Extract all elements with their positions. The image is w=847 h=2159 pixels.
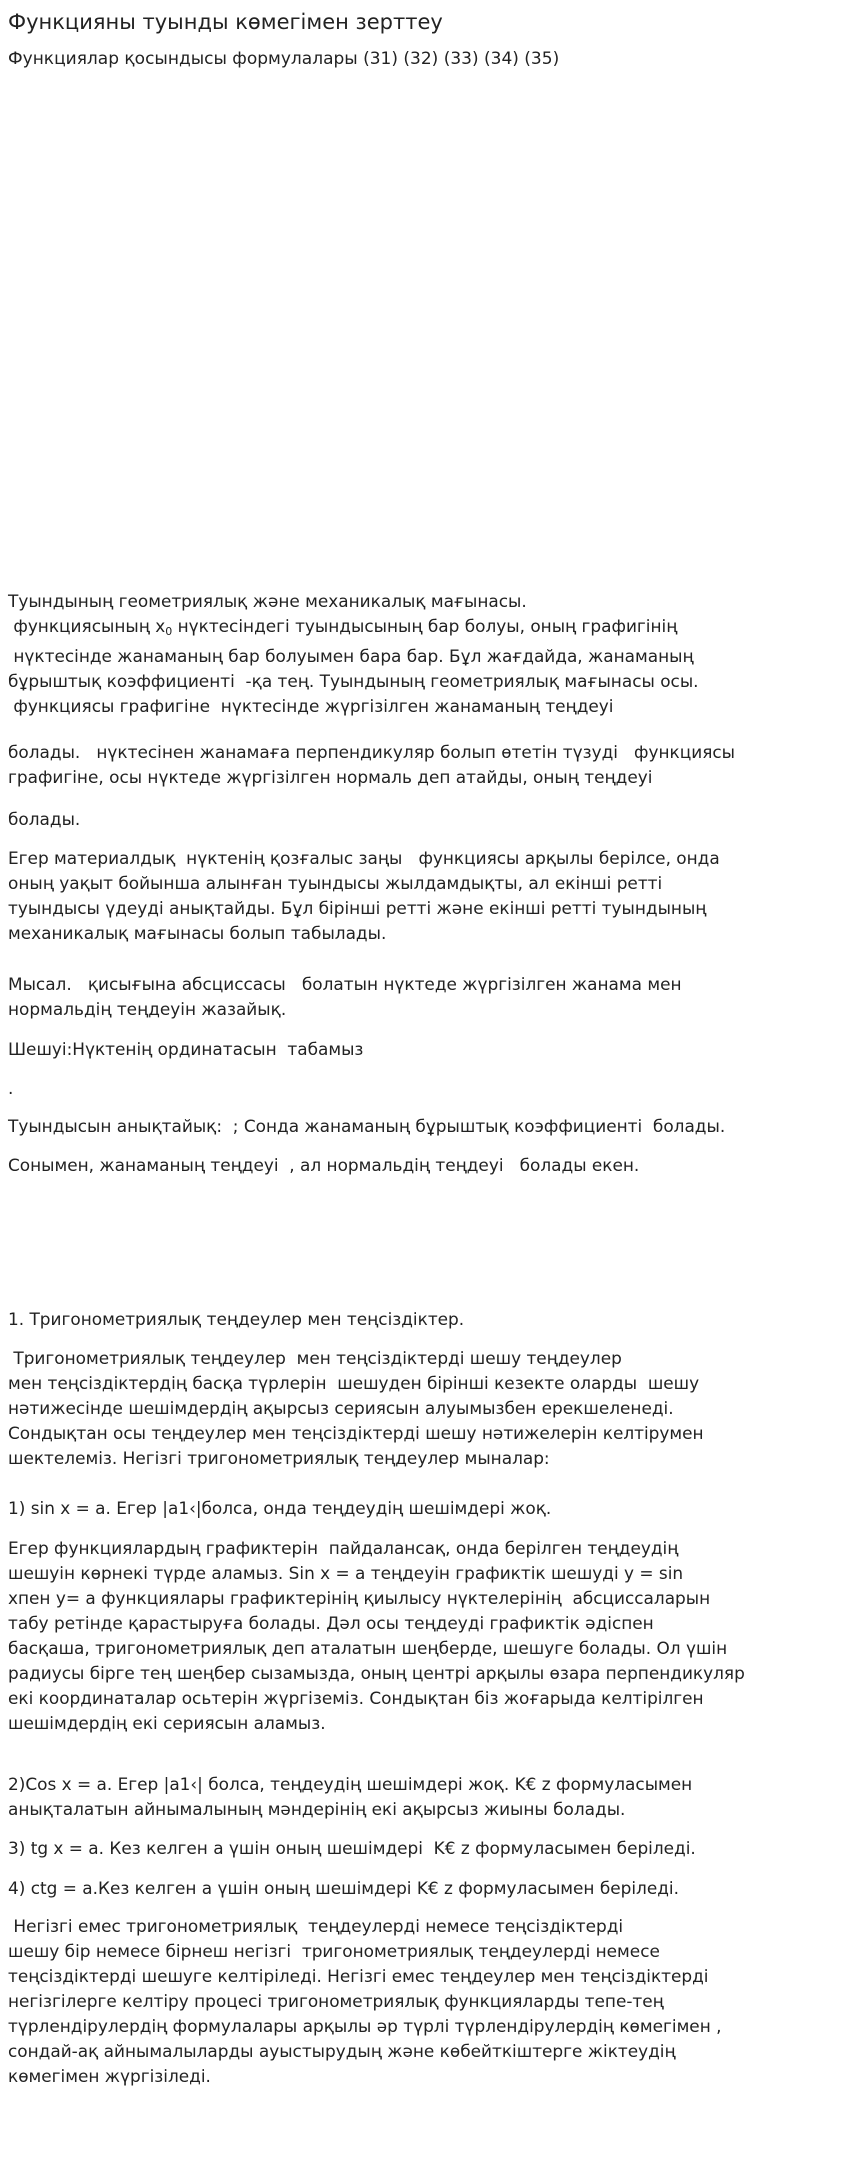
page-title: Функцияны туынды көмегімен зерттеу	[8, 10, 443, 34]
non-basic-equations-paragraph: Негізгі емес тригонометриялық теңдеулерді немесе теңсіздіктерді шешу бір немесе бірнеш негізгі тригонометриялық теңдеулерді немесе теңсіздіктерді шешуге келтіріледі. Негізгі емес теңдеулер мен теңсіздіктерді негізгілерге келтіру процесі тригонометриялық функцияларды тепе-тең түрлендірулердің формулалары арқылы әр түрлі түрлендірулердің көмегімен , сондай-ақ айнымалыларды ауыстырудың және көбейткіштерге жіктеудің көмегімен жүргізіледі.	[8, 1916, 722, 2086]
tangent-normal-result-paragraph: Сонымен, жанаманың теңдеуі , ал нормальдің теңдеуі болады екен.	[8, 1155, 640, 1175]
mechanical-meaning-paragraph: Егер материалдық нүктенің қозғалыс заңы функциясы арқылы берілсе, онда оның уақыт бойынша алынған туындысы жылдамдықты, ал екінші ретті туындысы үдеуді анықтайды. Бұл бірінші ретті және екінші ретті туындының механикалық мағынасы болып табылады.	[8, 848, 720, 943]
example-paragraph: Мысал. қисығына абсциссасы болатын нүктеде жүргізілген жанама мен нормальдің теңдеуін жазайық.	[8, 974, 682, 1019]
derivative-line2-after: нүктесіндегі туындысының бар болуы, оның графигінің	[172, 616, 678, 636]
derivative-slope-paragraph: Туындысын анықтайық: ; Сонда жанаманың бұрыштық коэффициенті болады.	[8, 1116, 726, 1136]
derivative-line2-before: функциясының x	[8, 616, 166, 636]
trig-section-heading: 1. Тригонометриялық теңдеулер мен теңсіздіктер.	[8, 1309, 465, 1329]
normal-definition-paragraph: болады. нүктесінен жанамаға перпендикуляр болып өтетін түзуді функциясы графигіне, осы нүктеде жүргізілген нормаль деп атайды, оның теңдеуі	[8, 742, 735, 787]
trig-intro-paragraph: Тригонометриялық теңдеулер мен теңсіздіктерді шешу теңдеулер мен теңсіздіктердің басқа түрлерін шешуден бірінші кезекте оларды шешу нәтижесінде шешімдердің ақырсыз сериясын алуымызбен ерекшеленеді. Сондықтан осы теңдеулер мен теңсіздіктерді шешу нәтижелерін келтірумен шектелеміз. Негізгі тригонометриялық теңдеулер мыналар:	[8, 1348, 704, 1468]
formulas-subtitle: Функциялар қосындысы формулалары (31) (32) (33) (34) (35)	[8, 49, 560, 69]
derivative-meaning-rest: нүктесінде жанаманың бар болуымен бара бар. Бұл жағдайда, жанаманың бұрыштық коэффициенті -қа тең. Туындының геометриялық мағынасы осы. функциясы графигіне нүктесінде жүргізілген жанаманың теңдеуі	[8, 646, 699, 716]
derivative-meaning-paragraph	[8, 589, 840, 719]
cos-case-paragraph: 2)Cos x = a. Егер |a1‹| болса, теңдеудің шешімдері жоқ. K€ z формуласымен анықталатын айнымалының мәндерінің екі ақырсыз жиыны болады.	[8, 1774, 693, 1819]
x0-subscript: 0	[165, 625, 173, 638]
tg-case-paragraph: 3) tg x = a. Кез келген a үшін оның шешімдері K€ z формуласымен беріледі.	[8, 1838, 696, 1858]
derivative-meaning-heading: Туындының геометриялық және механикалық мағынасы.	[8, 591, 527, 611]
sin-case-paragraph: 1) sin x = a. Егер |a1‹|болса, онда теңдеудің шешімдері жоқ.	[8, 1498, 552, 1518]
normal-equation-paragraph: болады.	[8, 809, 81, 829]
solution-dot-paragraph: .	[8, 1078, 14, 1098]
ctg-case-paragraph: 4) ctg = a.Кез келген a үшін оның шешімдері K€ z формуласымен беріледі.	[8, 1878, 679, 1898]
sin-graphic-solution-paragraph: Егер функциялардың графиктерін пайдалансақ, онда берілген теңдеудің шешуін көрнекі түрде аламыз. Sin x = a теңдеуін графиктік шешуді y = sin xпен y= a функциялары графиктерінің қиылысу нүктелерінің абсциссаларын табу ретінде қарастыруға болады. Дәл осы теңдеуді графиктік әдіспен басқаша, тригонометриялық деп аталатын шеңберде, шешуге болады. Ол үшін радиусы бірге тең шеңбер сызамызда, оның центрі арқылы өзара перпендикуляр екі координаталар осьтерін жүргіземіз. Сондықтан біз жоғарыда келтірілген шешімдердің екі сериясын аламыз.	[8, 1538, 745, 1733]
solution-paragraph: Шешуі:Нүктенің ординатасын табамыз	[8, 1039, 364, 1059]
